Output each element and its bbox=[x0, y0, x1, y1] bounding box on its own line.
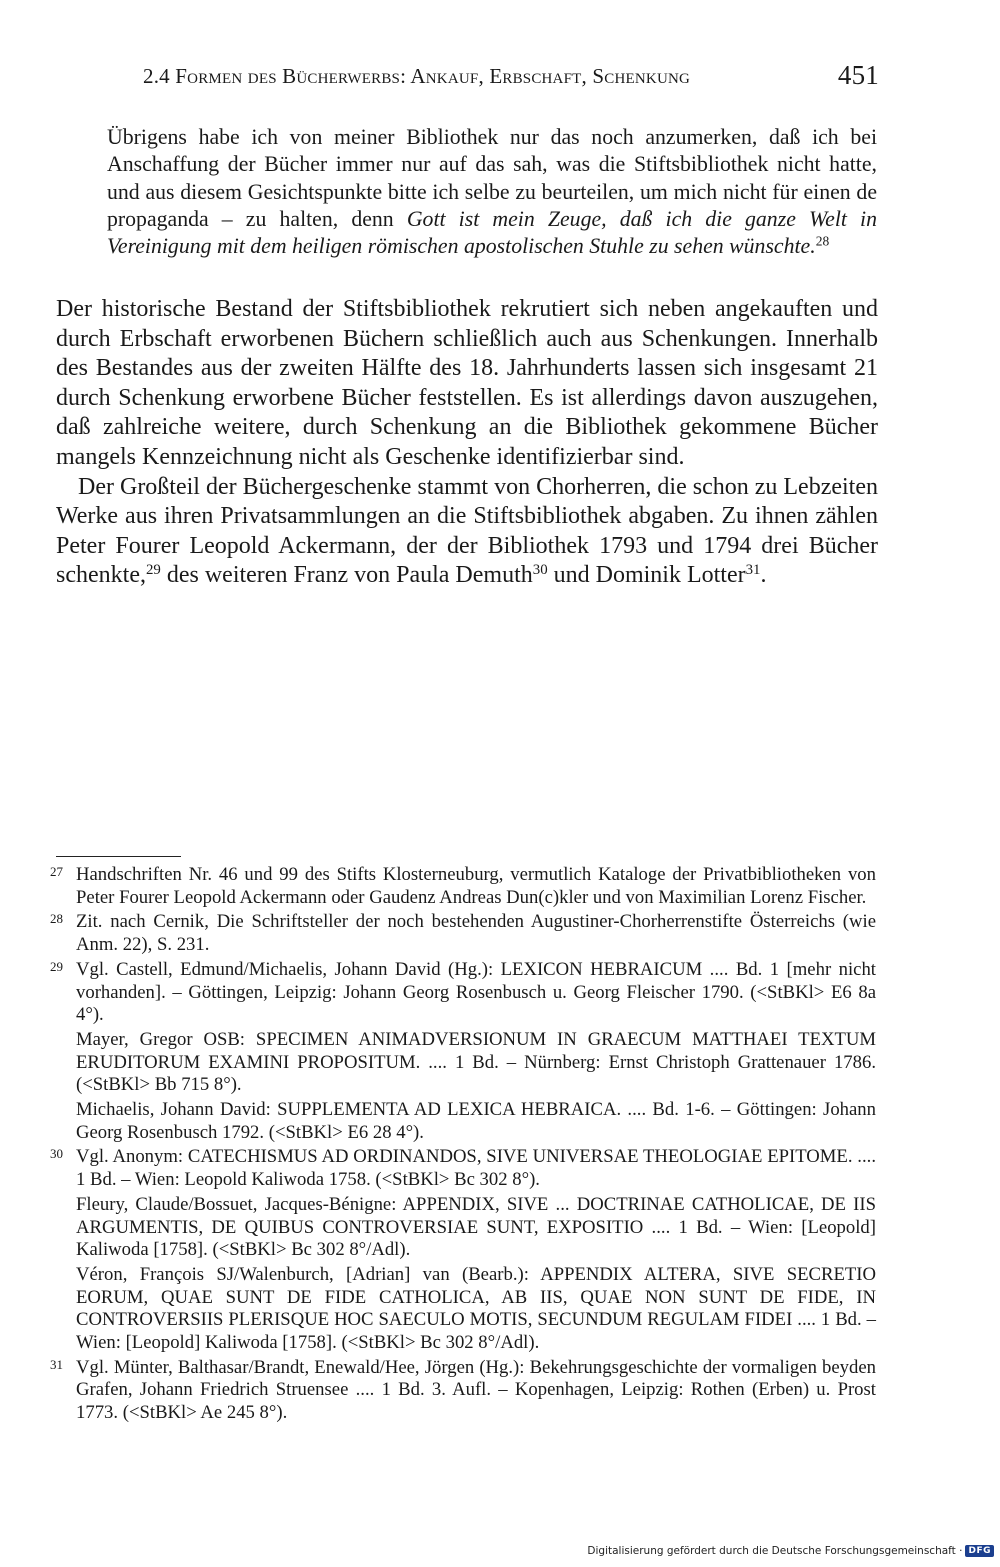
page-number: 451 bbox=[837, 60, 879, 90]
footnote-ref: 29 bbox=[145, 562, 161, 579]
footnote-number: 27 bbox=[50, 864, 63, 879]
footnote-number: 29 bbox=[50, 958, 63, 974]
quote-paragraph bbox=[107, 124, 877, 260]
body-text bbox=[56, 295, 878, 591]
footnote-text: Vgl. Münter, Balthasar/Brandt, Enewald/Hee, Jörgen (Hg.): Bekehrungsgeschichte der vormaligen beyden Grafen, Johann Friedrich Struensee .... 1 Bd. 3. Aufl. – Kopenhagen, Leipzig: Rothen (Erben) u. Prost 1773. (<StBKl> Ae 245 8°). bbox=[76, 1356, 876, 1424]
running-head bbox=[143, 60, 879, 90]
paragraph-2-text-c: und Dominik Lotter bbox=[547, 562, 746, 589]
footnotes bbox=[50, 864, 876, 1427]
paragraph-2-text-a: Der Großteil der Büchergeschenke stammt von Chorherren, die schon zu Lebzeiten Werke aus ihren Privatsammlungen an die Stiftsbibliothek abgaben. Zu ihnen zählen Peter Fourer Leopold Ackermann, der der Bibliothek 1793 und 1794 drei Bücher schenkte, bbox=[56, 473, 878, 589]
footnote-number: 31 bbox=[50, 1356, 63, 1372]
footnote-text: Fleury, Claude/Bossuet, Jacques-Bénigne: APPENDIX, SIVE ... DOCTRINAE CATHOLICAE, DE IIS ARGUMENTIS, DE QUIBUS CONTROVERSIAE SUNT, EXPOSITIO .... 1 Bd. – Wien: [Leopold] Kaliwoda [1758]. (<StBKl> Bc 302 8°/Adl). bbox=[76, 1193, 876, 1261]
footnote-text: Véron, François SJ/Walenburch, [Adrian] van (Bearb.): APPENDIX ALTERA, SIVE SECRETIO EORUM, QUAE SUNT DE FIDE CATHOLICA, AB IIS, QUAE NON SUNT DE FIDE, IN CONTROVERSIIS PLERISQUE HOC SAECULO MOTIS, SECUNDUM REGULAM FIDEI .... 1 Bd. – Wien: [Leopold] Kaliwoda [1758]. (<StBKl> Bc 302 8°/Adl). bbox=[76, 1263, 876, 1354]
quote-text: Übrigens habe ich von meiner Bibliothek nur das noch anzumerken, daß ich bei Anschaffung der Bücher immer nur auf das sah, was die Stiftsbibliothek nicht hatte, und aus diesem Gesichtspunkte bitte ich selbe zu beurteilen, um mich nicht für einen de propaganda – zu halten, denn bbox=[107, 125, 877, 231]
footnote-28 bbox=[50, 911, 876, 956]
footnote-text: Michaelis, Johann David: SUPPLEMENTA AD LEXICA HEBRAICA. .... Bd. 1-6. – Göttingen: Johann Georg Rosenbusch 1792. (<StBKl> E6 28 4°). bbox=[76, 1099, 876, 1143]
paragraph-2-text-d: . bbox=[760, 562, 767, 589]
footnote-29 bbox=[50, 959, 876, 1145]
paragraph-1: Der historische Bestand der Stiftsbibliothek rekrutiert sich neben angekauften und durch Erbschaft erworbenen Büchern schließlich auch aus Schenkungen. Innerhalb des Bestandes aus der zweiten Hälfte des 18. Jahrhunderts lassen sich insgesamt 21 durch Schenkung erworbene Bücher feststellen. Es ist allerdings davon auszugehen, daß zahlreiche weitere, durch Schenkung an die Bibliothek gekommene Bücher mangels Kennzeichnung nicht als Geschenke identifizierbar sind. bbox=[56, 296, 878, 470]
footnote-27 bbox=[50, 864, 876, 909]
footnote-ref: 28 bbox=[815, 233, 830, 249]
footnote-ref: 30 bbox=[532, 562, 548, 579]
footnote-text: Vgl. Castell, Edmund/Michaelis, Johann David (Hg.): LEXICON HEBRAICUM .... Bd. 1 [mehr nicht vorhanden]. – Göttingen, Leipzig: Johann Georg Rosenbusch u. Georg Fleischer 1790. (<StBKl> E6 8a 4°). bbox=[76, 958, 876, 1026]
footnote-text: Vgl. Anonym: CATECHISMUS AD ORDINANDOS, SIVE UNIVERSAE THEOLOGIAE EPITOME. .... 1 Bd. – Wien: Leopold Kaliwoda 1758. (<StBKl> Bc 302 8°). bbox=[76, 1146, 876, 1191]
footnote-ref: 31 bbox=[745, 562, 761, 579]
paragraph-2 bbox=[56, 473, 878, 591]
footnote-30 bbox=[50, 1146, 876, 1354]
dfg-logo: DFG bbox=[965, 1545, 994, 1557]
footnote-31 bbox=[50, 1357, 876, 1425]
footnote-text: Handschriften Nr. 46 und 99 des Stifts Klosterneuburg, vermutlich Kataloge der Privatbibliotheken von Peter Fourer Leopold Ackermann oder Gaudenz Andreas Dun(c)kler und von Maximilian Lorenz Fischer. bbox=[76, 864, 876, 908]
footnote-number: 30 bbox=[50, 1146, 63, 1162]
footnote-text: Mayer, Gregor OSB: SPECIMEN ANIMADVERSIONUM IN GRAECUM MATTHAEI TEXTUM ERUDITORUM EXAMINI PROPOSITUM. .... 1 Bd. – Nürnberg: Ernst Christoph Grattenauer 1786. (<StBKl> Bb 715 8°). bbox=[76, 1028, 876, 1096]
quote-italic-text: Gott ist mein Zeuge, daß ich die ganze Welt in Vereinigung mit dem heiligen römischen apostolischen Stuhle zu sehen wünschte. bbox=[107, 206, 877, 259]
footnote-number: 28 bbox=[50, 911, 63, 927]
credit-text: Digitalisierung gefördert durch die Deutsche Forschungsgemeinschaft bbox=[587, 1545, 956, 1557]
digitization-credit: Digitalisierung gefördert durch die Deutsche Forschungsgemeinschaft · DFG bbox=[394, 1545, 994, 1557]
footnote-text: Zit. nach Cernik, Die Schriftsteller der noch bestehenden Augustiner-Chorherrenstifte Österreichs (wie Anm. 22), S. 231. bbox=[76, 911, 876, 956]
footnote-separator bbox=[56, 856, 181, 857]
running-head-title: 2.4 Formen des Bücherwerbs: Ankauf, Erbschaft, Schenkung bbox=[143, 64, 691, 88]
block-quote bbox=[107, 124, 877, 260]
paragraph-2-text-b: des weiteren Franz von Paula Demuth bbox=[160, 562, 533, 589]
